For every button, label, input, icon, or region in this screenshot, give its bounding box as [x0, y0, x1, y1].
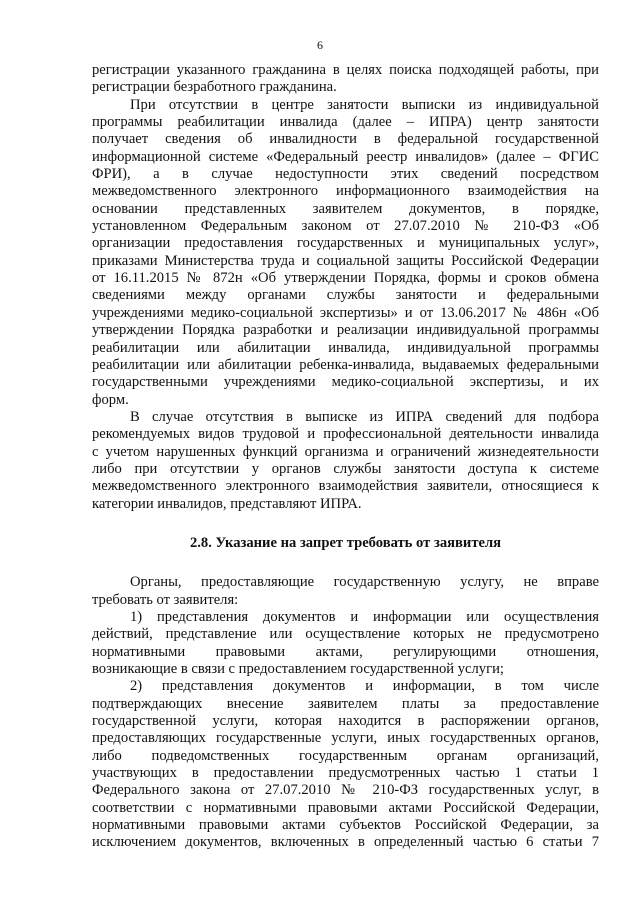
text-line: реабилитации или абилитации инвалида, индивидуальной программы — [92, 339, 599, 356]
text-line: действий, представление или осуществление которых не предусмотрено — [92, 626, 599, 643]
text-line: с учетом нарушенных функций организма и ограничений жизнедеятельности — [92, 443, 599, 460]
text-line: ФРИ), а в случае недоступности этих сведений посредством — [92, 166, 599, 183]
paragraph — [92, 574, 599, 609]
paragraph — [92, 62, 599, 97]
text-line: подтверждающих внесение заявителем платы за предоставление — [92, 695, 599, 712]
document-body — [92, 62, 599, 852]
text-line: государственной услуги, которая находится в распоряжении органов, — [92, 713, 599, 730]
paragraph — [92, 409, 599, 513]
paragraph — [92, 678, 599, 851]
text-line: регистрации указанного гражданина в целях поиска подходящей работы, при — [92, 62, 599, 78]
text-line: В случае отсутствия в выписке из ИПРА сведений для подбора — [130, 408, 599, 425]
text-line: участвующих в предоставлении предусмотренных частью 1 статьи 1 — [92, 765, 599, 782]
text-line: возникающие в связи с предоставлением государственной услуги; — [92, 661, 504, 677]
text-line: межведомственного электронного информационного взаимодействия на — [92, 183, 599, 200]
text-line: регистрации безработного гражданина. — [92, 79, 337, 96]
text-line: нормативными правовыми актами, регулирующими отношения, — [92, 643, 599, 660]
text-line: Федерального закона от 27.07.2010 № 210-ФЗ государственных услуг, в — [92, 782, 599, 799]
text-line: учреждениями медико-социальной экспертизы» и от 13.06.2017 № 486н «Об — [92, 304, 599, 321]
text-line: приказами Министерства труда и социальной защиты Российской Федерации — [92, 252, 599, 269]
text-line: либо при отсутствии у органов службы занятости доступа к системе — [92, 460, 599, 477]
text-line: 1) представления документов и информации или осуществления — [130, 608, 599, 625]
text-line: требовать от заявителя: — [92, 591, 239, 608]
text-line: основании представленных заявителем документов, в порядке, — [92, 200, 599, 217]
text-line: межведомственного электронного взаимодействия заявители, относящиеся к — [92, 478, 599, 495]
text-line: нормативными правовыми актами субъектов Российской Федерации, за — [92, 817, 599, 834]
text-line: утверждении Порядка разработки и реализации индивидуальной программы — [92, 322, 599, 339]
text-line: Органы, предоставляющие государственную услугу, не вправе — [130, 574, 599, 591]
text-line: получает сведения об инвалидности в федеральной государственной — [92, 131, 599, 148]
text-line: сведениями между органами службы занятости и федеральными — [92, 287, 599, 304]
text-line: установленном Федеральным законом от 27.07.2010 № 210-ФЗ «Об — [92, 218, 599, 235]
text-line: программы реабилитации инвалида (далее – ИПРА) центр занятости — [92, 114, 599, 131]
page-number: 6 — [317, 38, 323, 52]
text-line: исключением документов, включенных в определенный частью 6 статьи 7 — [92, 834, 599, 851]
text-line: соответствии с нормативными правовыми актами Российской Федерации, — [92, 799, 599, 816]
text-line: форм. — [92, 391, 129, 408]
text-line: категории инвалидов, представляют ИПРА. — [92, 495, 362, 512]
text-line: реабилитации или абилитации ребенка-инвалида, выдаваемых федеральными — [92, 356, 599, 373]
section-heading: 2.8. Указание на запрет требовать от заявителя — [189, 534, 502, 551]
text-line: государственными учреждениями медико-социальной экспертизы, и их — [92, 374, 599, 391]
text-line: либо подведомственных государственным органам организаций, — [92, 747, 599, 764]
text-line: При отсутствии в центре занятости выписки из индивидуальной — [130, 96, 599, 113]
text-line: 2) представления документов и информации, в том числе — [130, 678, 599, 695]
text-line: рекомендуемых видов трудовой и профессиональной деятельности инвалида — [92, 426, 599, 443]
paragraph — [92, 609, 599, 678]
text-line: от 16.11.2015 № 872н «Об утверждении Порядка, формы и сроков обмена — [92, 270, 599, 287]
paragraph — [92, 97, 599, 409]
text-line: информационной системе «Федеральный реестр инвалидов» (далее – ФГИС — [92, 148, 599, 165]
text-line: предоставляющих государственные услуги, иных государственных органов, — [92, 730, 599, 747]
text-line: организации предоставления государственных и муниципальных услуг», — [92, 235, 599, 252]
